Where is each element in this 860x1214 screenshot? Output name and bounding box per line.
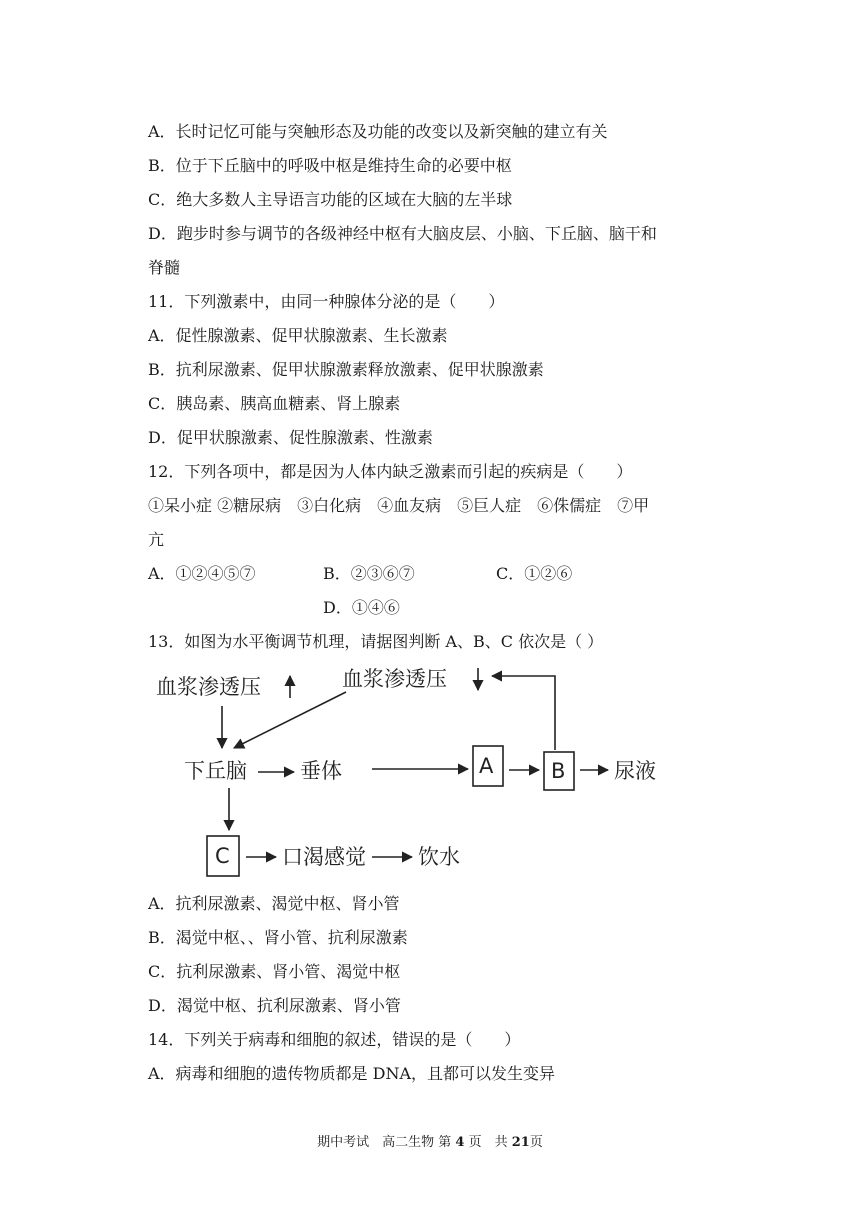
- q13-option-d: D．渴觉中枢、抗利尿激素、肾小管: [148, 996, 401, 1015]
- pituitary-label: 垂体: [300, 759, 342, 783]
- urine-label: 尿液: [614, 759, 656, 783]
- q11-option-d: D．促甲状腺激素、促性腺激素、性激素: [148, 428, 433, 447]
- q10-option-c: C．绝大多数人主导语言功能的区域在大脑的左半球: [148, 190, 513, 209]
- thirst-label: 口渴感觉: [282, 845, 366, 869]
- q11-option-c: C．胰岛素、胰高血糖素、肾上腺素: [148, 394, 401, 413]
- water-balance-diagram: [150, 660, 710, 882]
- q12-list-line2: 亢: [148, 530, 165, 549]
- box-b-label: B: [551, 759, 566, 783]
- q12-option-a: A．①②④⑤⑦: [148, 564, 256, 583]
- hypothalamus-label: 下丘脑: [184, 759, 247, 783]
- q13-option-b: B．渴觉中枢、、肾小管、抗利尿激素: [148, 928, 408, 947]
- q10-option-b: B．位于下丘脑中的呼吸中枢是维持生命的必要中枢: [148, 156, 512, 175]
- footer-prefix: 期中考试 高二生物 第: [317, 1135, 456, 1150]
- q10-option-a: A．长时记忆可能与突触形态及功能的改变以及新突触的建立有关: [148, 122, 608, 141]
- q12-option-c: C．①②⑥: [496, 564, 573, 583]
- feedback-arrow: [492, 676, 555, 750]
- q13-option-c: C．抗利尿激素、肾小管、渴觉中枢: [148, 962, 401, 981]
- q12-stem: 12．下列各项中，都是因为人体内缺乏激素而引起的疾病是（ ）: [148, 462, 633, 481]
- q14-option-a: A．病毒和细胞的遗传物质都是 DNA，且都可以发生变异: [148, 1064, 556, 1083]
- q12-option-d: D．①④⑥: [323, 598, 400, 617]
- box-a-label: A: [479, 754, 494, 778]
- q11-option-a: A．促性腺激素、促甲状腺激素、生长激素: [148, 326, 448, 345]
- q12-list-line1: ①呆小症 ②糖尿病 ③白化病 ④血友病 ⑤巨人症 ⑥侏儒症 ⑦甲: [148, 496, 650, 515]
- q14-stem: 14．下列关于病毒和细胞的叙述，错误的是（ ）: [148, 1030, 521, 1049]
- q10-option-d: D．跑步时参与调节的各级神经中枢有大脑皮层、小脑、下丘脑、脑干和: [148, 224, 657, 243]
- q13-option-a: A．抗利尿激素、渴觉中枢、肾小管: [148, 894, 400, 913]
- plasma-osmotic-down-label: 血浆渗透压: [342, 667, 447, 691]
- q10-option-d-cont: 脊髓: [148, 258, 181, 277]
- q11-stem: 11．下列激素中，由同一种腺体分泌的是（ ）: [148, 292, 505, 311]
- q11-option-b: B．抗利尿激素、促甲状腺激素释放激素、促甲状腺激素: [148, 360, 544, 379]
- q13-stem: 13．如图为水平衡调节机理，请据图判断 A、B、C 依次是（ ）: [148, 632, 604, 651]
- arrow-down-to-hypothalamus: [234, 692, 346, 748]
- footer-mid: 页 共: [464, 1135, 512, 1150]
- footer-suffix: 页: [529, 1135, 543, 1150]
- drink-label: 饮水: [418, 845, 460, 869]
- page-footer: [0, 1134, 860, 1152]
- q12-option-b: B．②③⑥⑦: [323, 564, 415, 583]
- footer-page-number: 4: [455, 1135, 465, 1150]
- box-c-label: C: [215, 844, 230, 868]
- footer-total-pages: 21: [511, 1135, 530, 1150]
- plasma-osmotic-up-label: 血浆渗透压: [156, 675, 261, 699]
